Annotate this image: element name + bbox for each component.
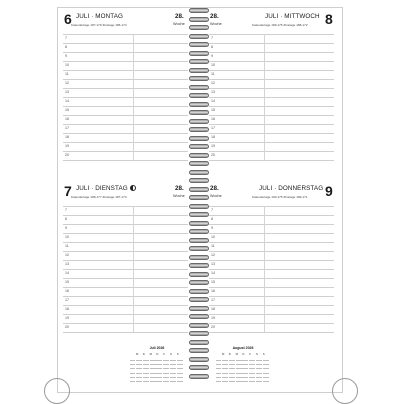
hour-label: 17 (65, 126, 69, 130)
weekday-label: S (176, 352, 179, 356)
mini-calendar-july (130, 346, 184, 386)
hour-label: 7 (65, 208, 67, 212)
hour-label: 15 (65, 108, 69, 112)
hour-label: 15 (65, 280, 69, 284)
spiral-ring (189, 289, 209, 294)
hour-label: 7 (211, 36, 213, 40)
column-divider (133, 206, 134, 332)
day-number: 9 (325, 183, 333, 199)
hour-row[interactable] (63, 160, 188, 170)
spiral-ring (189, 127, 209, 132)
hour-label: 17 (211, 126, 215, 130)
calendar-day-cell (136, 378, 142, 382)
spiral-ring (189, 119, 209, 124)
hour-label: 19 (65, 144, 69, 148)
calendar-day-cell (256, 378, 262, 382)
week-label: Woche (210, 22, 222, 26)
spiral-ring (189, 8, 209, 13)
calendar-day-cell (163, 378, 169, 382)
hour-label: 11 (211, 72, 215, 76)
spiral-ring (189, 340, 209, 345)
day-info: Kalendertage 187-179 Zinstage 186-174 (71, 23, 127, 27)
weekday-label: F (249, 352, 251, 356)
hour-label: 11 (211, 244, 215, 248)
calendar-day-cell (156, 378, 162, 382)
hour-label: 8 (65, 217, 67, 221)
spiral-ring (189, 144, 209, 149)
hour-label: 9 (65, 226, 67, 230)
hour-label: 16 (65, 289, 69, 293)
spiral-ring (189, 102, 209, 107)
spiral-ring (189, 187, 209, 192)
hour-label: 10 (65, 63, 69, 67)
spiral-ring (189, 323, 209, 328)
spiral-ring (189, 374, 209, 379)
calendar-grid (216, 357, 270, 383)
column-divider (264, 34, 265, 160)
mini-calendar-title: August 2026 (232, 346, 254, 350)
spiral-ring (189, 255, 209, 260)
hour-label: 13 (65, 90, 69, 94)
day-title: JULI · MITTWOCH (265, 13, 320, 20)
calendar-day-cell (263, 378, 269, 382)
weekday-label: M (235, 352, 238, 356)
day-number: 8 (325, 11, 333, 27)
hour-label: 19 (211, 316, 215, 320)
hour-label: 15 (211, 280, 215, 284)
hour-label: 13 (211, 262, 215, 266)
spiral-ring (189, 153, 209, 158)
hour-label: 18 (211, 307, 215, 311)
hour-label: 11 (65, 244, 69, 248)
spiral-ring (189, 136, 209, 141)
spiral-binding (187, 8, 211, 382)
spiral-ring (189, 68, 209, 73)
hour-label: 10 (211, 63, 215, 67)
hour-label: 10 (211, 235, 215, 239)
hour-label: 12 (211, 253, 215, 257)
spiral-ring (189, 357, 209, 362)
calendar-day-cell (229, 378, 235, 382)
weekday-label: S (170, 352, 172, 356)
hour-label: 14 (65, 271, 69, 275)
calendar-grid (130, 357, 184, 383)
hour-label: 12 (65, 81, 69, 85)
weekday-label: D (156, 352, 159, 356)
day-number: 6 (64, 11, 72, 27)
hour-label: 8 (65, 45, 67, 49)
hour-label: 19 (65, 316, 69, 320)
spiral-ring (189, 178, 209, 183)
hour-label: 18 (65, 307, 69, 311)
hour-label: 14 (211, 99, 215, 103)
spiral-ring (189, 229, 209, 234)
hour-label: 16 (211, 289, 215, 293)
day-info: Kalendertage 189-176 Zinstage 188-172 (252, 23, 308, 27)
spiral-ring (189, 195, 209, 200)
hour-label: 20 (211, 153, 215, 157)
hour-label: 14 (65, 99, 69, 103)
weekday-label: D (142, 352, 145, 356)
spiral-ring (189, 365, 209, 370)
spiral-ring (189, 76, 209, 81)
weekday-label: D (228, 352, 231, 356)
weekday-label: M (136, 352, 139, 356)
calendar-day-cell (177, 378, 183, 382)
weekday-label: F (163, 352, 165, 356)
hour-row[interactable] (63, 332, 188, 342)
hour-label: 9 (211, 54, 213, 58)
hour-label: 20 (65, 325, 69, 329)
hour-row[interactable] (209, 160, 334, 170)
calendar-day-cell (170, 378, 176, 382)
moon-phase-icon (130, 185, 136, 191)
calendar-week-cell (216, 378, 221, 382)
spiral-ring (189, 263, 209, 268)
hour-label: 20 (211, 325, 215, 329)
hour-label: 12 (211, 81, 215, 85)
calendar-week-cell (130, 378, 135, 382)
week-number: 28. (210, 13, 219, 20)
hour-label: 18 (65, 135, 69, 139)
hour-label: 7 (65, 36, 67, 40)
calendar-day-cell (236, 378, 242, 382)
spiral-ring (189, 280, 209, 285)
spiral-ring (189, 51, 209, 56)
spiral-ring (189, 34, 209, 39)
hour-label: 12 (65, 253, 69, 257)
column-divider (264, 206, 265, 332)
spiral-ring (189, 212, 209, 217)
day-title: JULI · MONTAG (76, 13, 124, 20)
spiral-ring (189, 314, 209, 319)
week-label: Woche (173, 22, 185, 26)
weekday-label: S (262, 352, 265, 356)
spiral-ring (189, 297, 209, 302)
spiral-ring (189, 17, 209, 22)
week-label: Woche (210, 194, 222, 198)
column-divider (133, 34, 134, 160)
hour-row[interactable] (209, 332, 334, 342)
day-title (76, 185, 136, 192)
day-title: JULI · DONNERSTAG (259, 185, 324, 192)
spiral-ring (189, 161, 209, 166)
mini-calendar-title: Juli 2026 (149, 346, 165, 350)
hour-label: 17 (211, 298, 215, 302)
calendar-day-cell (143, 378, 149, 382)
week-number: 28. (175, 185, 184, 192)
hour-label: 15 (211, 108, 215, 112)
spiral-ring (189, 204, 209, 209)
spiral-ring (189, 25, 209, 30)
hour-label: 10 (65, 235, 69, 239)
spiral-ring (189, 59, 209, 64)
hour-label: 16 (65, 117, 69, 121)
corner-perforation-left (44, 378, 70, 404)
spiral-ring (189, 42, 209, 47)
day-title-text: JULI · DIENSTAG (76, 185, 128, 192)
hour-label: 13 (65, 262, 69, 266)
spiral-ring (189, 348, 209, 353)
corner-perforation-right (332, 378, 358, 404)
hour-label: 9 (211, 226, 213, 230)
spiral-ring (189, 246, 209, 251)
calendar-day-cell (249, 378, 255, 382)
calendar-day-cell (242, 378, 248, 382)
spiral-ring (189, 85, 209, 90)
day-number: 7 (64, 183, 72, 199)
calendar-day-cell (150, 378, 156, 382)
spiral-ring (189, 272, 209, 277)
day-info: Kalendertage 188-177 Zinstage 187-173 (71, 195, 127, 199)
spiral-ring (189, 238, 209, 243)
hour-label: 18 (211, 135, 215, 139)
hour-label: 7 (211, 208, 213, 212)
spiral-ring (189, 306, 209, 311)
hour-label: 19 (211, 144, 215, 148)
hour-label: 9 (65, 54, 67, 58)
spiral-ring (189, 331, 209, 336)
hour-label: 17 (65, 298, 69, 302)
weekday-label: M (149, 352, 152, 356)
hour-label: 8 (211, 217, 213, 221)
spiral-ring (189, 170, 209, 175)
spiral-ring (189, 110, 209, 115)
weekday-label: S (256, 352, 258, 356)
week-number: 28. (175, 13, 184, 20)
hour-label: 16 (211, 117, 215, 121)
week-number: 28. (210, 185, 219, 192)
week-label: Woche (173, 194, 185, 198)
day-info: Kalendertage 190-175 Zinstage 189-171 (252, 195, 308, 199)
spiral-ring (189, 221, 209, 226)
weekday-label: D (242, 352, 245, 356)
hour-label: 13 (211, 90, 215, 94)
mini-calendar-august (216, 346, 270, 386)
calendar-day-cell (222, 378, 228, 382)
hour-label: 8 (211, 45, 213, 49)
spiral-ring (189, 93, 209, 98)
hour-label: 20 (65, 153, 69, 157)
hour-label: 14 (211, 271, 215, 275)
weekday-label: M (222, 352, 225, 356)
hour-label: 11 (65, 72, 69, 76)
